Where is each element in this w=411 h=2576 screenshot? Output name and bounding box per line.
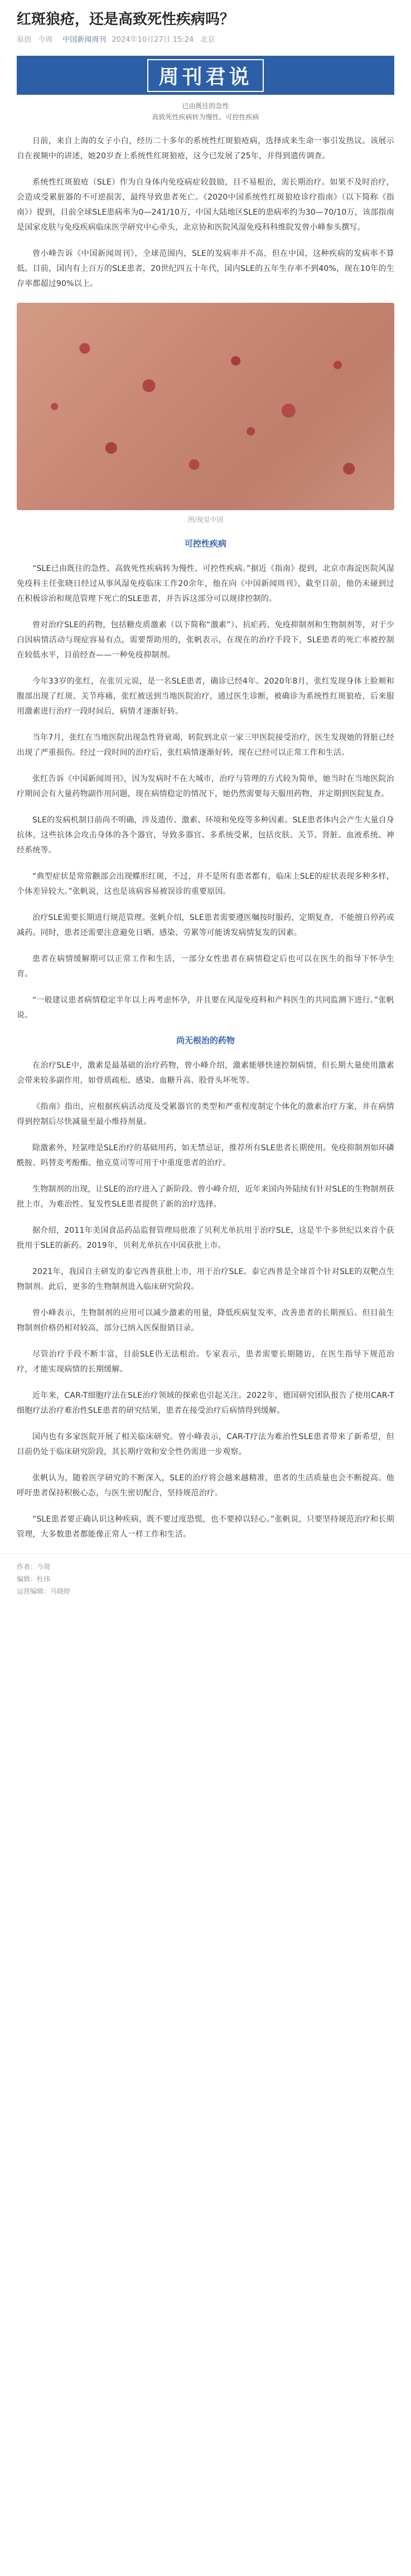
section2-paragraph: 2021年，我国自主研发的泰它西普获批上市，用于治疗SLE。泰它西普是全球首个针对SLE的双靶点生物制剂。此后，更多的生物制剂进入临床研究阶段。 xyxy=(17,1267,394,1291)
footer-reviewer: 运营编辑：马晓婷 xyxy=(17,1587,71,1595)
section2-paragraph: 国内也有多家医院开展了相关临床研究。曾小峰表示，CAR-T疗法为难治性SLE患者带来了新希望，但目前仍处于临床研究阶段，其长期疗效和安全性仍需进一步观察。 xyxy=(17,1432,394,1456)
section1-paragraph: 曾对治疗SLE的药物，包括糖皮质激素（以下简称“激素”）、抗疟药、免疫抑制剂和生物制剂等，对于少白因病情活动与现症容易有点，需要帮助用的，张帆表示，在现在的治疗手段下，SLE患者的死亡率被控制在较低水平，目前经查——一种免疫抑制剂。 xyxy=(17,621,394,660)
section2-paragraph: 生物制剂的出现，让SLE的治疗进入了新阶段。曾小峰介绍，近年来国内外陆续有针对SLE的生物制剂获批上市，为难治性、复发性SLE患者提供了新的治疗选择。 xyxy=(17,1185,394,1209)
section2-paragraph: 尽管治疗手段不断丰富，目前SLE仍无法根治。专家表示，患者需要长期随访，在医生指导下规范治疗，才能实现病情的长期缓解。 xyxy=(17,1350,394,1374)
original-label: 原创 xyxy=(17,36,32,44)
article-footer xyxy=(0,1553,411,1597)
section1-paragraph: “典型症状是常常颧部会出现蝶形红斑，不过，并不是所有患者都有，临床上SLE的症状表现多种多样，个体差异较大。”张帆说，这也是该病容易被误诊的重要原因。 xyxy=(17,872,394,896)
tagline-line-1: 已由既往的急性 xyxy=(182,102,229,110)
section2-paragraph: 曾小峰表示，生物制剂的应用可以减少激素的用量，降低疾病复发率，改善患者的长期预后。但目前生物制剂价格仍相对较高，部分已纳入医保报销目录。 xyxy=(17,1309,394,1333)
photo-caption: 图/视觉中国 xyxy=(187,516,224,524)
article-meta xyxy=(0,29,411,45)
section-heading-no-cure: 尚无根治的药物 xyxy=(176,1035,235,1045)
section1-paragraph: “一般建议患者病情稳定半年以上再考虑怀孕，并且要在风湿免疫科和产科医生的共同监测下进行。”张帆说。 xyxy=(17,996,394,1020)
banner-text: 周刊君说 xyxy=(147,59,263,92)
section1-paragraph: 治疗SLE需要长期进行规范管理。张帆介绍，SLE患者需要遵医嘱按时服药，定期复查，不能擅自停药或减药。同时，患者还需要注意避免日晒、感染、劳累等可能诱发病情复发的因素。 xyxy=(17,913,394,937)
intro-paragraph: 曾小峰告诉《中国新闻周刊》，全球范围内，SLE的发病率并不高，但在中国，这种疾病的发病率不算低。目前，国内有上百万的SLE患者，20世纪四五十年代，国内SLE的五年生存率不到40%，现在10年的生存率都超过90%以上。 xyxy=(17,249,394,288)
article-photo xyxy=(17,303,394,510)
source-link[interactable]: 中国新闻周刊 xyxy=(62,36,107,44)
section2-paragraph: 据介绍，2011年美国食品药品监督管理局批准了贝利尤单抗用于治疗SLE，这是半个多世纪以来首个获批用于SLE的新药。2019年，贝利尤单抗在中国获批上市。 xyxy=(17,1226,394,1250)
tagline-line-2: 高致死性疾病转为慢性、可控性疾病 xyxy=(152,113,259,121)
author-name: 今周 xyxy=(38,36,53,44)
section1-paragraph: “SLE已由既往的急性、高致死性疾病转为慢性、可控性疾病。”据近《指南》提到，北京市海淀医院风湿免疫科主任张晓日经过从事风湿免疫临床工作20余年，他在向《中国新闻周刊》，截至目前，他仍未碰到过在积极诊治和规范管理下死亡的SLE患者，并告诉这部分可以规律控制的。 xyxy=(17,564,394,603)
section2-paragraph: 《指南》指出，应根据疾病活动度及受累器官的类型和严重程度制定个体化的激素治疗方案，并在病情得到控制后尽快减量至最小维持剂量。 xyxy=(17,1102,394,1126)
column-banner xyxy=(17,56,394,95)
intro-paragraph: 日前，来自上海的女子小白，经历二十多年的系统性红斑狼疮病，选择成来生命一事引发热议。该展示自在视频中的讲述，她20岁查上系统性红斑狼疮，这今已发展了25年，并得到遗传调查。 xyxy=(17,137,394,161)
section-heading-controllable: 可控性疾病 xyxy=(184,539,226,549)
publish-location: 北京 xyxy=(200,36,215,44)
section2-paragraph: 张帆认为，随着医学研究的不断深入，SLE的治疗将会越来越精准，患者的生活质量也会不断提高。他呼吁患者保持积极心态，与医生密切配合，坚持规范治疗。 xyxy=(17,1474,394,1498)
section1-paragraph: 当年7月，张红在当地医院出现急性肾衰竭，转院到北京一家三甲医院接受治疗，医生发现她的肾脏已经出现了严重损伤。经过一段时间的治疗后，张红病情逐渐好转，现在已经可以正常工作和生活。 xyxy=(17,733,394,757)
section1-paragraph: 今年33岁的张红，在张贝元说，是一名SLE患者，确诊已经4年。2020年8月，张红发现身体上脸颊和腹部出现了红斑、关节疼痛，张红被送到当地医院治疗，通过医生诊断，被确诊为系统性红斑狼疮，后来服用激素进行治疗一段时间后，病情才逐渐好转。 xyxy=(17,677,394,716)
section2-paragraph: 在治疗SLE中，激素是最基础的治疗药物，曾小峰介绍，激素能够快速控制病情，但长期大量使用激素会带来较多副作用，如骨质疏松、感染、血糖升高、股骨头坏死等。 xyxy=(17,1061,394,1085)
publish-date: 2024年10月27日 15:24 xyxy=(112,36,194,44)
article-title: 红斑狼疮，还是高致死性疾病吗？ xyxy=(17,11,235,28)
section2-paragraph: 近年来，CAR-T细胞疗法在SLE治疗领域的探索也引起关注。2022年，德国研究团队报告了使用CAR-T细胞疗法治疗难治性SLE患者的研究结果，患者在接受治疗后病情得到缓解。 xyxy=(17,1391,394,1415)
footer-author: 作者：今周 xyxy=(17,1563,51,1571)
section1-paragraph: 患者在病情缓解期可以正常工作和生活，一部分女性患者在病情稳定后也可以在医生的指导下怀孕生育。 xyxy=(17,955,394,979)
section1-paragraph: SLE的发病机制目前尚不明确，涉及遗传、激素、环境和免疫等多种因素。SLE患者体内会产生大量自身抗体，这些抗体会攻击身体的各个器官，导致多器官、多系统受累，包括皮肤、关节、肾脏、血液系统、神经系统等。 xyxy=(17,816,394,855)
footer-editor: 编辑：杜玮 xyxy=(17,1575,51,1583)
article-body xyxy=(0,123,411,1542)
intro-paragraph: 系统性红斑狼疮（SLE）作为自身体内免疫病症较鼓励，目不易根治，需长期治疗。如果不及时治疗，会造成受累脏器的不可逆损害，最终导致患者死亡。《2020中国系统性红斑狼疮诊疗指南》（以下简称《指南》）提到，目前全球SLE患病率为0—241/10万，中国大陆地区SLE的患病率约为30—70/10万，该部指南是国家皮肤与免疫疾病临床医学研究中心牵头，北京协和医院风湿免疫科科维院发曾小峰参头撰写。 xyxy=(17,178,394,232)
section2-paragraph: “SLE患者要正确认识这种疾病，既不要过度恐慌，也不要掉以轻心。”张帆说，只要坚持规范治疗和长期管理，大多数患者都能像正常人一样工作和生活。 xyxy=(17,1515,394,1539)
tagline xyxy=(0,100,411,123)
section2-paragraph: 除激素外，羟氯喹是SLE治疗的基础用药，如无禁忌证，推荐所有SLE患者长期使用。免疫抑制剂如环磷酰胺、吗替麦考酚酯、他克莫司等可用于中重度患者的治疗。 xyxy=(17,1144,394,1168)
section1-paragraph: 张红告诉《中国新闻周刊》，因为发病时不在大城市，治疗与管理的方式较为简单，她当时在当地医院治疗期间会有大量药物副作用问题，现在病情稳定的情况下，她仍然需要每天服用药物，并定期到医院复查。 xyxy=(17,774,394,798)
